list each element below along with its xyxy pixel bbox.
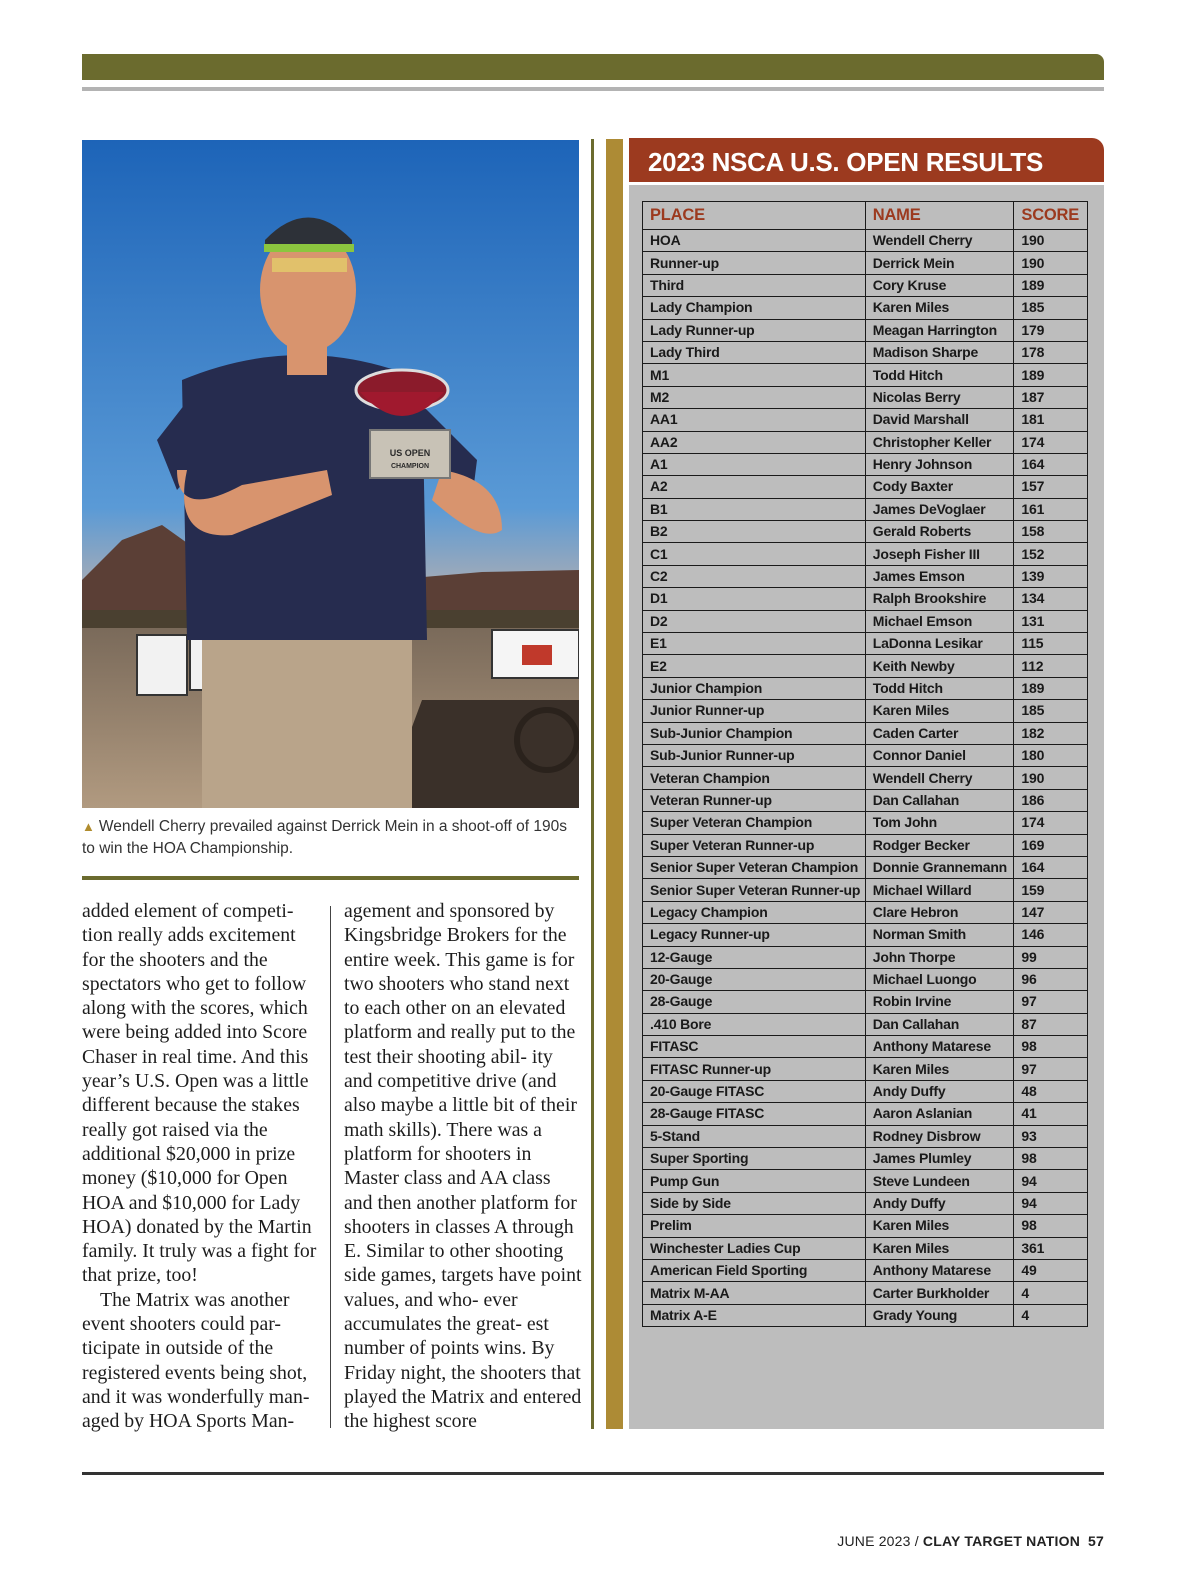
place-cell: Super Veteran Runner-up [643,834,866,856]
sidebar-title: 2023 NSCA U.S. OPEN RESULTS [629,138,1104,182]
name-cell: James Emson [865,565,1014,587]
score-cell: 159 [1014,879,1088,901]
name-cell: James Plumley [865,1148,1014,1170]
name-cell: Norman Smith [865,924,1014,946]
score-cell: 96 [1014,968,1088,990]
place-cell: Legacy Runner-up [643,924,866,946]
place-cell: American Field Sporting [643,1259,866,1281]
photo-caption [82,816,579,860]
score-cell: 174 [1014,812,1088,834]
table-row [643,297,1088,319]
header-color-band [82,54,1104,80]
place-cell: 28-Gauge [643,991,866,1013]
name-cell: Christopher Keller [865,431,1014,453]
table-row [643,543,1088,565]
name-cell: Todd Hitch [865,364,1014,386]
score-cell: 41 [1014,1103,1088,1125]
name-cell: Karen Miles [865,1058,1014,1080]
name-cell: Andy Duffy [865,1192,1014,1214]
name-cell: Rodney Disbrow [865,1125,1014,1147]
place-cell: Junior Runner-up [643,700,866,722]
table-row [643,565,1088,587]
table-row [643,1036,1088,1058]
place-cell: Side by Side [643,1192,866,1214]
place-cell: M1 [643,364,866,386]
score-cell: 190 [1014,767,1088,789]
score-cell: 134 [1014,588,1088,610]
place-cell: AA1 [643,409,866,431]
name-cell: James DeVoglaer [865,498,1014,520]
name-cell: Todd Hitch [865,677,1014,699]
article-column-1 [82,899,320,1434]
name-cell: David Marshall [865,409,1014,431]
score-cell: 98 [1014,1036,1088,1058]
name-cell: Rodger Becker [865,834,1014,856]
page-folio [837,1533,1104,1549]
place-cell: Veteran Runner-up [643,789,866,811]
place-cell: A1 [643,453,866,475]
name-cell: Cory Kruse [865,274,1014,296]
article-paragraph: The Matrix was another event shooters could par- ticipate in outside of the registered events being shot, and it was wonderfully man- aged by HOA Sports Man- [82,1288,310,1433]
name-cell: Donnie Grannemann [865,856,1014,878]
header-name: NAME [865,202,1014,230]
score-cell: 94 [1014,1192,1088,1214]
score-cell: 178 [1014,341,1088,363]
table-row [643,1125,1088,1147]
name-cell: Michael Emson [865,610,1014,632]
article-paragraph: agement and sponsored by Kingsbridge Brokers for the entire week. This game is for two shooters who stand next to each other on an elevated platform and really put to the test their shooting abil- ity and competitive drive (and also maybe a little bit of their math skills). There was a platform for shooters in Master class and AA class and then another platform for shooters in classes A through E. Similar to other shooting side games, targets have point values, and who- ever accumulates the great- est number of points wins. By Friday night, the shooters that played the Matrix and entered the highest score [344,900,582,1433]
name-cell: Tom John [865,812,1014,834]
article-paragraph: added element of competi- tion really adds excitement for the shooters and the spectators who get to follow along with the scores, which were being added into Score Chaser in real time. And this year’s U.S. Open was a little different because the stakes really got raised via the additional $20,000 in prize money ($10,000 for Open HOA and $10,000 for Lady HOA) donated by the Martin family. It truly was a fight for that prize, too! [82,900,317,1287]
name-cell: Derrick Mein [865,252,1014,274]
header-score: SCORE [1014,202,1088,230]
table-row [643,1080,1088,1102]
name-cell: Joseph Fisher III [865,543,1014,565]
table-row [643,879,1088,901]
place-cell: 20-Gauge FITASC [643,1080,866,1102]
header-rule [82,87,1104,91]
score-cell: 112 [1014,655,1088,677]
score-cell: 179 [1014,319,1088,341]
place-cell: B2 [643,521,866,543]
name-cell: Connor Daniel [865,744,1014,766]
name-cell: Anthony Matarese [865,1036,1014,1058]
place-cell: C1 [643,543,866,565]
sidebar-accent-bar [606,139,623,1429]
name-cell: Wendell Cherry [865,230,1014,252]
score-cell: 146 [1014,924,1088,946]
table-row [643,744,1088,766]
name-cell: Caden Carter [865,722,1014,744]
place-cell: Third [643,274,866,296]
table-row [643,521,1088,543]
place-cell: Sub-Junior Champion [643,722,866,744]
name-cell: Karen Miles [865,1215,1014,1237]
score-cell: 49 [1014,1259,1088,1281]
place-cell: FITASC Runner-up [643,1058,866,1080]
score-cell: 93 [1014,1125,1088,1147]
place-cell: B1 [643,498,866,520]
score-cell: 131 [1014,610,1088,632]
table-row [643,1013,1088,1035]
trophy-sub-text: CHAMPION [390,463,430,470]
place-cell: Matrix A-E [643,1304,866,1326]
place-cell: Senior Super Veteran Runner-up [643,879,866,901]
score-cell: 147 [1014,901,1088,923]
score-cell: 181 [1014,409,1088,431]
photo-illustration [82,140,579,808]
name-cell: Dan Callahan [865,789,1014,811]
score-cell: 97 [1014,991,1088,1013]
place-cell: Sub-Junior Runner-up [643,744,866,766]
table-row [643,901,1088,923]
name-cell: Clare Hebron [865,901,1014,923]
table-row [643,409,1088,431]
place-cell: E2 [643,655,866,677]
name-cell: Steve Lundeen [865,1170,1014,1192]
name-cell: Ralph Brookshire [865,588,1014,610]
table-row [643,700,1088,722]
place-cell: Super Veteran Champion [643,812,866,834]
score-cell: 190 [1014,230,1088,252]
name-cell: Madison Sharpe [865,341,1014,363]
name-cell: Karen Miles [865,1237,1014,1259]
table-row [643,319,1088,341]
table-row [643,856,1088,878]
score-cell: 152 [1014,543,1088,565]
place-cell: 5-Stand [643,1125,866,1147]
page-number: 57 [1088,1533,1104,1549]
name-cell: Aaron Aslanian [865,1103,1014,1125]
table-row [643,453,1088,475]
score-cell: 174 [1014,431,1088,453]
score-cell: 115 [1014,633,1088,655]
table-row [643,968,1088,990]
place-cell: Senior Super Veteran Champion [643,856,866,878]
table-row [643,946,1088,968]
name-cell: Michael Luongo [865,968,1014,990]
table-row [643,1215,1088,1237]
table-row [643,812,1088,834]
sidebar-rule [591,139,594,1429]
place-cell: Pump Gun [643,1170,866,1192]
score-cell: 161 [1014,498,1088,520]
table-row [643,1237,1088,1259]
table-row [643,677,1088,699]
name-cell: Robin Irvine [865,991,1014,1013]
place-cell: .410 Bore [643,1013,866,1035]
score-cell: 97 [1014,1058,1088,1080]
place-cell: 12-Gauge [643,946,866,968]
score-cell: 189 [1014,677,1088,699]
place-cell: E1 [643,633,866,655]
place-cell: Legacy Champion [643,901,866,923]
table-row [643,655,1088,677]
place-cell: Lady Third [643,341,866,363]
table-row [643,610,1088,632]
table-row [643,476,1088,498]
name-cell: Dan Callahan [865,1013,1014,1035]
score-cell: 185 [1014,297,1088,319]
place-cell: Winchester Ladies Cup [643,1237,866,1259]
score-cell: 189 [1014,364,1088,386]
place-cell: A2 [643,476,866,498]
name-cell: Wendell Cherry [865,767,1014,789]
article-photo [82,140,579,808]
table-row [643,588,1088,610]
place-cell: D2 [643,610,866,632]
table-row [643,230,1088,252]
score-cell: 158 [1014,521,1088,543]
issue-date: JUNE 2023 / [837,1533,919,1549]
place-cell: Prelim [643,1215,866,1237]
score-cell: 87 [1014,1013,1088,1035]
name-cell: Andy Duffy [865,1080,1014,1102]
score-cell: 189 [1014,274,1088,296]
results-table [642,201,1088,1327]
score-cell: 164 [1014,453,1088,475]
name-cell: Anthony Matarese [865,1259,1014,1281]
footer-rule [82,1472,1104,1475]
name-cell: Henry Johnson [865,453,1014,475]
table-row [643,1304,1088,1326]
score-cell: 48 [1014,1080,1088,1102]
table-row [643,498,1088,520]
name-cell: Carter Burkholder [865,1282,1014,1304]
article-column-2 [344,899,582,1434]
table-row [643,274,1088,296]
table-row [643,1192,1088,1214]
name-cell: Michael Willard [865,879,1014,901]
table-row [643,767,1088,789]
place-cell: HOA [643,230,866,252]
caption-text: Wendell Cherry prevailed against Derrick Mein in a shoot-off of 190s to win the HOA Championship. [82,818,567,857]
name-cell: LaDonna Lesikar [865,633,1014,655]
name-cell: Karen Miles [865,297,1014,319]
table-row [643,722,1088,744]
score-cell: 98 [1014,1215,1088,1237]
table-row [643,252,1088,274]
score-cell: 4 [1014,1304,1088,1326]
score-cell: 164 [1014,856,1088,878]
score-cell: 186 [1014,789,1088,811]
name-cell: Gerald Roberts [865,521,1014,543]
place-cell: 28-Gauge FITASC [643,1103,866,1125]
name-cell: Karen Miles [865,700,1014,722]
score-cell: 98 [1014,1148,1088,1170]
table-row [643,991,1088,1013]
table-row [643,834,1088,856]
place-cell: M2 [643,386,866,408]
table-row [643,341,1088,363]
table-row [643,1282,1088,1304]
place-cell: 20-Gauge [643,968,866,990]
table-row [643,386,1088,408]
name-cell: Keith Newby [865,655,1014,677]
column-divider [330,906,331,1428]
results-header-row [643,202,1088,230]
score-cell: 139 [1014,565,1088,587]
score-cell: 4 [1014,1282,1088,1304]
caption-rule [82,876,579,880]
name-cell: John Thorpe [865,946,1014,968]
header-place: PLACE [643,202,866,230]
table-row [643,1170,1088,1192]
trophy-text: US OPEN [389,448,431,458]
name-cell: Cody Baxter [865,476,1014,498]
table-row [643,1058,1088,1080]
score-cell: 99 [1014,946,1088,968]
place-cell: Runner-up [643,252,866,274]
place-cell: Super Sporting [643,1148,866,1170]
score-cell: 157 [1014,476,1088,498]
place-cell: Veteran Champion [643,767,866,789]
place-cell: FITASC [643,1036,866,1058]
score-cell: 361 [1014,1237,1088,1259]
magazine-name: CLAY TARGET NATION [922,1533,1081,1549]
table-row [643,633,1088,655]
score-cell: 187 [1014,386,1088,408]
score-cell: 169 [1014,834,1088,856]
place-cell: Lady Champion [643,297,866,319]
name-cell: Nicolas Berry [865,386,1014,408]
place-cell: C2 [643,565,866,587]
place-cell: Junior Champion [643,677,866,699]
table-row [643,924,1088,946]
table-row [643,1259,1088,1281]
caption-marker-icon: ▲ [82,819,95,834]
table-row [643,431,1088,453]
place-cell: Matrix M-AA [643,1282,866,1304]
score-cell: 185 [1014,700,1088,722]
place-cell: Lady Runner-up [643,319,866,341]
name-cell: Grady Young [865,1304,1014,1326]
table-row [643,1148,1088,1170]
table-row [643,1103,1088,1125]
table-row [643,364,1088,386]
score-cell: 94 [1014,1170,1088,1192]
score-cell: 182 [1014,722,1088,744]
name-cell: Meagan Harrington [865,319,1014,341]
score-cell: 190 [1014,252,1088,274]
table-row [643,789,1088,811]
score-cell: 180 [1014,744,1088,766]
place-cell: AA2 [643,431,866,453]
place-cell: D1 [643,588,866,610]
